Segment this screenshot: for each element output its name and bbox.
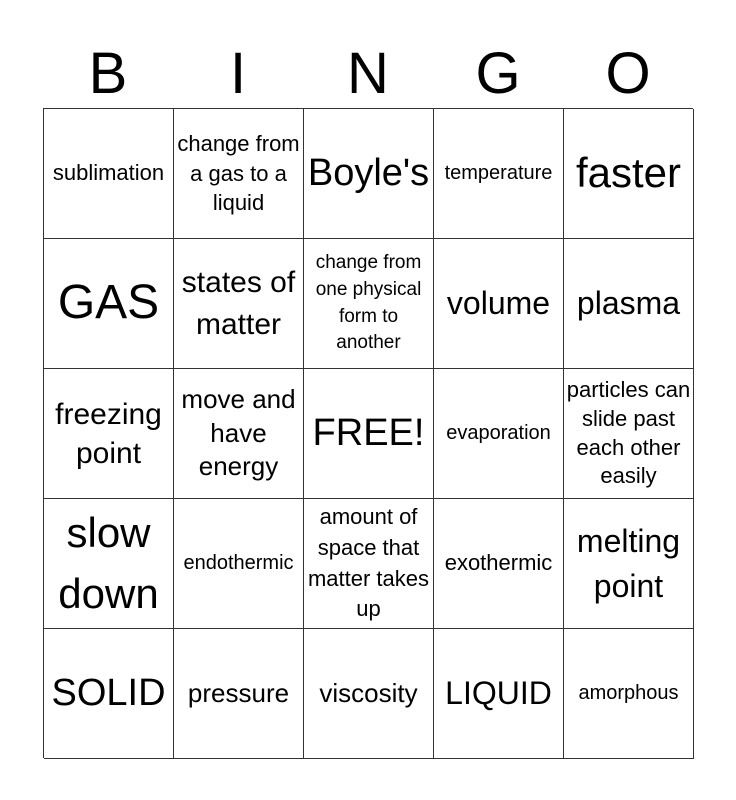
- cell-text: Boyle's: [307, 151, 430, 194]
- bingo-cell[interactable]: [564, 499, 694, 629]
- cell-text: viscosity: [319, 677, 418, 708]
- bingo-cell[interactable]: [44, 369, 174, 499]
- bingo-cell[interactable]: [434, 499, 564, 629]
- bingo-cell[interactable]: [564, 369, 694, 499]
- cell-text: volume: [446, 285, 551, 322]
- cell-text: melting point: [576, 522, 681, 604]
- cell-text: particles can slide past each other easily: [566, 377, 691, 489]
- bingo-cell[interactable]: [44, 109, 174, 239]
- cell-text: pressure: [187, 677, 290, 708]
- cell-text: exothermic: [444, 550, 553, 576]
- bingo-cell[interactable]: [564, 109, 694, 239]
- bingo-header: [43, 40, 693, 108]
- bingo-cell[interactable]: [174, 109, 304, 239]
- bingo-cell[interactable]: [304, 499, 434, 629]
- bingo-cell[interactable]: [304, 109, 434, 239]
- cell-text: sublimation: [52, 160, 165, 186]
- bingo-cell[interactable]: [434, 369, 564, 499]
- cell-text: endothermic: [183, 552, 294, 574]
- bingo-cell[interactable]: [434, 109, 564, 239]
- cell-text: FREE!: [312, 411, 425, 454]
- cell-text: amorphous: [578, 682, 679, 704]
- cell-text: plasma: [576, 285, 681, 322]
- cell-text: SOLID: [51, 671, 166, 714]
- cell-text: evaporation: [446, 422, 551, 444]
- cell-text: faster: [575, 149, 682, 197]
- bingo-cell[interactable]: [564, 239, 694, 369]
- cell-text: states of matter: [181, 265, 296, 341]
- header-letter-o: O: [605, 41, 651, 106]
- cell-text: freezing point: [55, 397, 162, 470]
- cell-text: temperature: [444, 162, 553, 184]
- bingo-cell[interactable]: [434, 629, 564, 759]
- header-letter-b: B: [88, 41, 128, 106]
- bingo-cell[interactable]: [304, 239, 434, 369]
- header-letter-n: N: [347, 41, 389, 106]
- header-letter-g: G: [475, 41, 521, 106]
- cell-text: change from one physical form to another: [315, 252, 422, 354]
- bingo-cell[interactable]: [174, 369, 304, 499]
- bingo-cell[interactable]: [434, 239, 564, 369]
- bingo-cell[interactable]: [304, 629, 434, 759]
- bingo-cell[interactable]: [44, 629, 174, 759]
- bingo-cell[interactable]: [304, 369, 434, 499]
- cell-text: LIQUID: [445, 675, 552, 712]
- bingo-cell[interactable]: [174, 629, 304, 759]
- bingo-cell[interactable]: [44, 239, 174, 369]
- bingo-card-grid: [43, 108, 693, 758]
- bingo-cell[interactable]: [174, 239, 304, 369]
- cell-text: change from a gas to a liquid: [177, 130, 300, 216]
- bingo-cell[interactable]: [564, 629, 694, 759]
- cell-text: move and have energy: [181, 383, 296, 482]
- cell-text: slow down: [58, 508, 159, 617]
- header-letter-i: I: [229, 41, 247, 106]
- bingo-cell[interactable]: [44, 499, 174, 629]
- bingo-cell[interactable]: [174, 499, 304, 629]
- cell-text: GAS: [57, 276, 160, 330]
- cell-text: amount of space that matter takes up: [307, 503, 430, 622]
